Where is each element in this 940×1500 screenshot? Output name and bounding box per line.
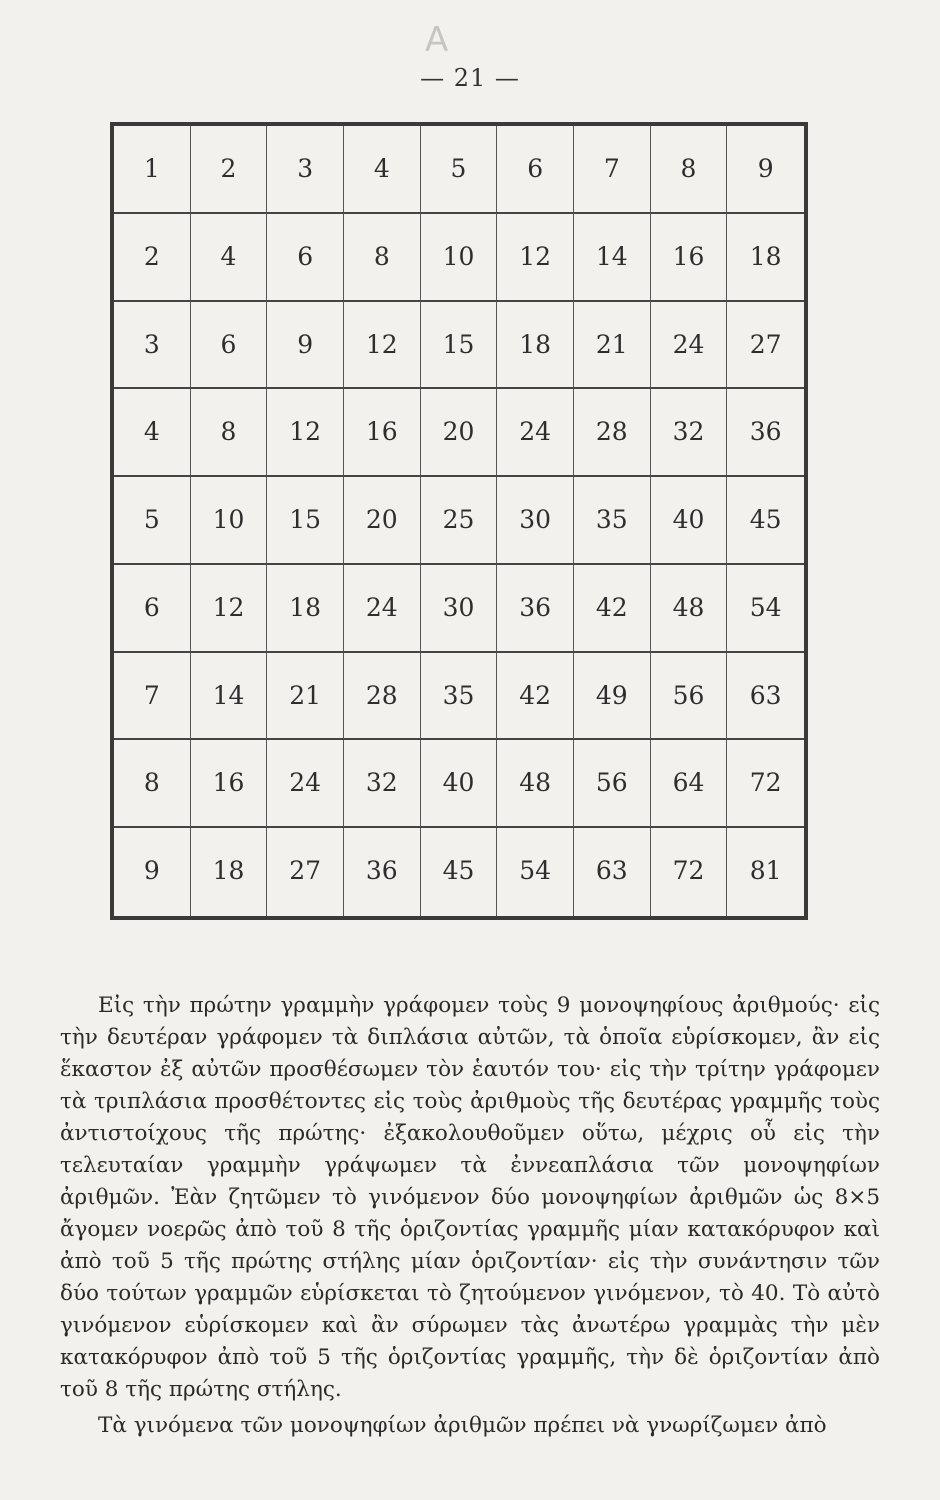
table-cell: 16 (651, 214, 728, 302)
table-cell: 8 (114, 740, 191, 828)
table-cell: 8 (344, 214, 421, 302)
table-cell: 7 (114, 653, 191, 741)
table-cell: 15 (267, 477, 344, 565)
paragraph: Τὰ γινόμενα τῶν μονοψηφίων ἀριθμῶν πρέπει νὰ γνωρίζωμεν ἀπὸ (98, 1413, 827, 1438)
table-cell: 20 (421, 389, 498, 477)
table-cell: 56 (651, 653, 728, 741)
table-cell: 36 (497, 565, 574, 653)
table-cell: 5 (421, 126, 498, 214)
table-cell: 18 (191, 828, 268, 916)
table-cell: 48 (497, 740, 574, 828)
table-cell: 35 (421, 653, 498, 741)
table-cell: 4 (114, 389, 191, 477)
table-cell: 36 (727, 389, 804, 477)
table-cell: 28 (344, 653, 421, 741)
table-cell: 6 (267, 214, 344, 302)
table-cell: 21 (267, 653, 344, 741)
table-cell: 4 (344, 126, 421, 214)
table-cell: 40 (651, 477, 728, 565)
table-cell: 45 (421, 828, 498, 916)
table-cell: 16 (191, 740, 268, 828)
table-cell: 2 (191, 126, 268, 214)
table-cell: 16 (344, 389, 421, 477)
table-cell: 9 (114, 828, 191, 916)
table-cell: 28 (574, 389, 651, 477)
table-cell: 12 (191, 565, 268, 653)
table-cell: 32 (344, 740, 421, 828)
table-cell: 4 (191, 214, 268, 302)
table-cell: 12 (497, 214, 574, 302)
table-cell: 63 (574, 828, 651, 916)
table-cell: 6 (114, 565, 191, 653)
table-cell: 6 (191, 302, 268, 390)
table-cell: 32 (651, 389, 728, 477)
table-cell: 10 (421, 214, 498, 302)
table-cell: 12 (267, 389, 344, 477)
corner-mark: A (425, 20, 449, 60)
table-cell: 15 (421, 302, 498, 390)
table-cell: 56 (574, 740, 651, 828)
table-cell: 24 (267, 740, 344, 828)
table-cell: 6 (497, 126, 574, 214)
table-cell: 36 (344, 828, 421, 916)
table-cell: 49 (574, 653, 651, 741)
table-cell: 3 (114, 302, 191, 390)
table-cell: 9 (727, 126, 804, 214)
table-cell: 40 (421, 740, 498, 828)
table-cell: 18 (267, 565, 344, 653)
table-cell: 25 (421, 477, 498, 565)
table-cell: 72 (651, 828, 728, 916)
table-cell: 48 (651, 565, 728, 653)
table-cell: 9 (267, 302, 344, 390)
multiplication-table (110, 122, 808, 920)
table-cell: 14 (574, 214, 651, 302)
table-cell: 7 (574, 126, 651, 214)
table-cell: 81 (749, 856, 782, 886)
multiplication-grid (114, 126, 804, 916)
table-cell: 21 (574, 302, 651, 390)
table-cell: 1 (114, 126, 191, 214)
table-cell: 14 (191, 653, 268, 741)
table-cell: 30 (421, 565, 498, 653)
table-cell: 54 (497, 828, 574, 916)
page-number: — 21 — (420, 64, 520, 92)
table-cell: 42 (497, 653, 574, 741)
table-cell: 72 (727, 740, 804, 828)
table-cell: 30 (497, 477, 574, 565)
table-cell: 27 (267, 828, 344, 916)
table-cell: 54 (727, 565, 804, 653)
table-cell: 27 (727, 302, 804, 390)
table-cell: 2 (114, 214, 191, 302)
table-cell: 64 (651, 740, 728, 828)
table-cell: 45 (727, 477, 804, 565)
table-cell: 24 (344, 565, 421, 653)
table-cell: 8 (651, 126, 728, 214)
table-cell: 10 (191, 477, 268, 565)
table-cell: 20 (344, 477, 421, 565)
table-cell: 18 (727, 214, 804, 302)
table-cell: 8 (191, 389, 268, 477)
table-cell: 24 (651, 302, 728, 390)
paragraph: Εἰς τὴν πρώτην γραμμὴν γράφομεν τοὺς 9 μονοψηφίους ἀριθμούς· εἰς τὴν δευτέραν γράφομεν τὰ διπλάσια αὐτῶν, τὰ ὁποῖα εὑρίσκομεν, ἂν εἰς ἕκαστον ἐξ αὐτῶν προσθέσωμεν τὸν ἑαυτόν του· εἰς τὴν τρίτην γράφομεν τὰ τριπλάσια προσθέτοντες εἰς τοὺς ἀριθμοὺς τῆς δευτέρας γραμμῆς τοὺς ἀντιστοίχους τῆς πρώτης· ἐξακολουθοῦμεν οὕτω, μέχρις οὗ εἰς τὴν τελευταίαν γραμμὴν γράψωμεν τὰ ἐννεαπλάσια τῶν μονοψηφίων ἀριθμῶν. Ἐὰν ζητῶμεν τὸ γινόμενον δύο μονοψηφίων ἀριθμῶν ὡς 8×5 ἄγομεν νοερῶς ἀπὸ τοῦ 8 τῆς ὁριζοντίας γραμμῆς μίαν κατακόρυφον καὶ ἀπὸ τοῦ 5 τῆς πρώτης στήλης μίαν ὁριζοντίαν· εἰς τὴν συνάντησιν τῶν δύο τούτων γραμμῶν εὑρίσκεται τὸ ζητούμενον γινόμενον, τὸ 40. Τὸ αὐτὸ γινόμενον εὑρίσκομεν καὶ ἂν σύρωμεν τὰς ἀνωτέρω γραμμὰς τὴν μὲν κατακόρυφον ἀπὸ τοῦ 5 τῆς ὁριζοντίας γραμμῆς, τὴν δὲ ὁριζοντίαν ἀπὸ τοῦ 8 τῆς πρώτης στήλης. (60, 993, 880, 1402)
table-cell: 24 (497, 389, 574, 477)
table-cell: 3 (267, 126, 344, 214)
table-cell: 12 (344, 302, 421, 390)
body-text (60, 990, 880, 1442)
table-cell: 63 (727, 653, 804, 741)
table-cell: 18 (497, 302, 574, 390)
table-cell: 5 (114, 477, 191, 565)
table-cell: 42 (574, 565, 651, 653)
table-cell: 35 (574, 477, 651, 565)
